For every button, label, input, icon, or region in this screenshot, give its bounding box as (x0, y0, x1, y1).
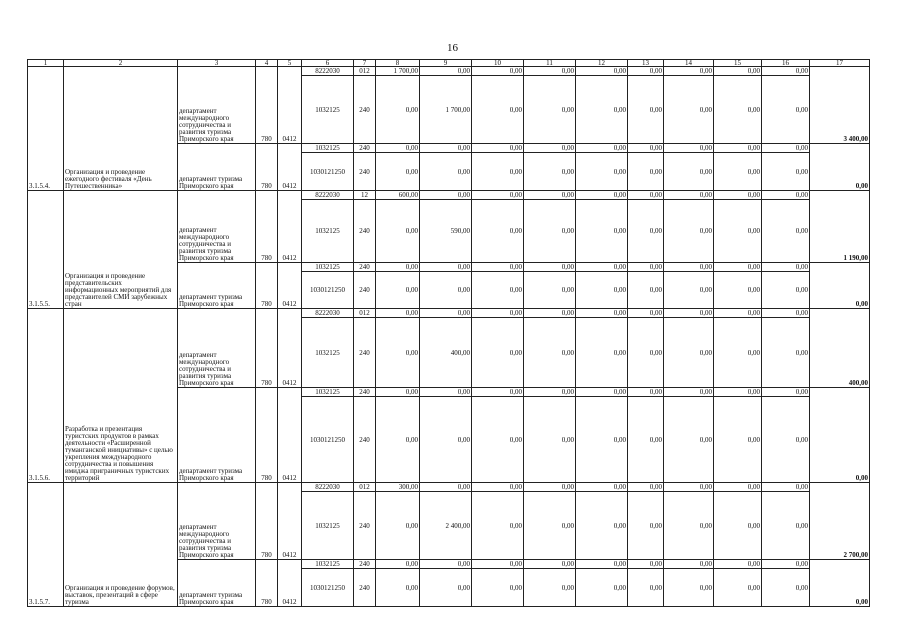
value-cell: 0,00 (576, 318, 628, 388)
code-col4: 780 (256, 67, 278, 144)
value-cell: 0,00 (376, 200, 420, 263)
item-number: 3.1.5.7. (28, 483, 64, 607)
value-cell: 0,00 (420, 153, 472, 191)
code-col7: 240 (354, 200, 376, 263)
code-col5: 0412 (278, 483, 302, 560)
page-number: 16 (447, 42, 458, 54)
value-cell: 0,00 (628, 318, 664, 388)
column-header-10: 10 (472, 60, 524, 67)
value-cell: 0,00 (762, 76, 810, 144)
value-cell: 0,00 (472, 569, 524, 607)
value-cell: 0,00 (524, 309, 576, 318)
value-cell: 0,00 (376, 263, 420, 272)
value-cell: 0,00 (714, 388, 762, 397)
responsible-org: департамент международного сотрудничества и развития туризма Приморского края (178, 483, 256, 560)
value-cell: 0,00 (714, 492, 762, 560)
column-header-12: 12 (576, 60, 628, 67)
value-cell: 0,00 (472, 318, 524, 388)
code-col5: 0412 (278, 144, 302, 191)
total-cell: 0,00 (810, 144, 870, 191)
code-col4: 780 (256, 144, 278, 191)
code-col7: 240 (354, 560, 376, 569)
column-header-15: 15 (714, 60, 762, 67)
value-cell: 0,00 (376, 309, 420, 318)
value-cell: 0,00 (524, 272, 576, 309)
value-cell: 0,00 (628, 200, 664, 263)
value-cell: 0,00 (762, 200, 810, 263)
value-cell: 0,00 (762, 153, 810, 191)
value-cell: 300,00 (376, 483, 420, 492)
value-cell: 0,00 (420, 569, 472, 607)
value-cell: 0,00 (472, 67, 524, 76)
code-col6: 1032125 (302, 560, 354, 569)
value-cell: 0,00 (714, 67, 762, 76)
code-col4: 780 (256, 309, 278, 388)
value-cell: 590,00 (420, 200, 472, 263)
value-cell: 0,00 (664, 309, 714, 318)
value-cell: 0,00 (420, 263, 472, 272)
code-col6: 1030121250 (302, 153, 354, 191)
value-cell: 0,00 (628, 67, 664, 76)
code-col6: 1032125 (302, 492, 354, 560)
value-cell: 0,00 (762, 483, 810, 492)
code-col7: 240 (354, 397, 376, 483)
code-col4: 780 (256, 560, 278, 607)
code-col7: 240 (354, 388, 376, 397)
value-cell: 0,00 (472, 492, 524, 560)
value-cell: 0,00 (576, 483, 628, 492)
value-cell: 0,00 (664, 397, 714, 483)
responsible-org: департамент туризма Приморского края (178, 263, 256, 309)
value-cell: 0,00 (524, 76, 576, 144)
table-row (28, 483, 870, 492)
value-cell: 0,00 (524, 144, 576, 153)
value-cell: 0,00 (472, 560, 524, 569)
value-cell: 0,00 (472, 388, 524, 397)
code-col5: 0412 (278, 263, 302, 309)
column-header-4: 4 (256, 60, 278, 67)
value-cell: 0,00 (472, 483, 524, 492)
code-col7: 012 (354, 483, 376, 492)
value-cell: 0,00 (762, 67, 810, 76)
column-header-9: 9 (420, 60, 472, 67)
value-cell: 0,00 (376, 272, 420, 309)
value-cell: 0,00 (762, 191, 810, 200)
value-cell: 0,00 (472, 191, 524, 200)
value-cell: 0,00 (576, 309, 628, 318)
code-col7: 012 (354, 309, 376, 318)
value-cell: 0,00 (762, 492, 810, 560)
total-cell: 3 400,00 (810, 67, 870, 144)
table-row (28, 67, 870, 76)
value-cell: 0,00 (420, 144, 472, 153)
column-header-8: 8 (376, 60, 420, 67)
value-cell: 0,00 (762, 263, 810, 272)
code-col5: 0412 (278, 67, 302, 144)
value-cell: 0,00 (524, 263, 576, 272)
value-cell: 0,00 (376, 569, 420, 607)
total-cell: 0,00 (810, 388, 870, 483)
value-cell: 0,00 (664, 263, 714, 272)
value-cell: 0,00 (628, 483, 664, 492)
code-col7: 240 (354, 272, 376, 309)
value-cell: 0,00 (472, 272, 524, 309)
value-cell: 0,00 (376, 318, 420, 388)
value-cell: 0,00 (714, 144, 762, 153)
code-col5: 0412 (278, 560, 302, 607)
value-cell: 0,00 (576, 191, 628, 200)
value-cell: 0,00 (376, 153, 420, 191)
value-cell: 0,00 (472, 263, 524, 272)
code-col6: 1030121250 (302, 272, 354, 309)
value-cell: 0,00 (524, 67, 576, 76)
value-cell: 0,00 (628, 76, 664, 144)
value-cell: 0,00 (524, 569, 576, 607)
code-col7: 012 (354, 67, 376, 76)
value-cell: 0,00 (524, 318, 576, 388)
value-cell: 0,00 (714, 191, 762, 200)
value-cell: 0,00 (420, 309, 472, 318)
value-cell: 0,00 (376, 560, 420, 569)
value-cell: 0,00 (376, 397, 420, 483)
value-cell: 0,00 (576, 560, 628, 569)
column-header-17: 17 (810, 60, 870, 67)
total-cell: 0,00 (810, 560, 870, 607)
value-cell: 0,00 (714, 397, 762, 483)
value-cell: 0,00 (762, 569, 810, 607)
value-cell: 0,00 (524, 483, 576, 492)
value-cell: 0,00 (628, 263, 664, 272)
value-cell: 0,00 (714, 309, 762, 318)
code-col6: 1032125 (302, 388, 354, 397)
value-cell: 0,00 (576, 492, 628, 560)
value-cell: 0,00 (664, 569, 714, 607)
value-cell: 0,00 (576, 153, 628, 191)
value-cell: 0,00 (664, 76, 714, 144)
value-cell: 0,00 (628, 309, 664, 318)
value-cell: 0,00 (714, 569, 762, 607)
value-cell: 0,00 (524, 200, 576, 263)
value-cell: 0,00 (628, 191, 664, 200)
value-cell: 0,00 (714, 76, 762, 144)
item-number: 3.1.5.6. (28, 309, 64, 483)
value-cell: 1 700,00 (376, 67, 420, 76)
value-cell: 0,00 (576, 76, 628, 144)
value-cell: 0,00 (714, 263, 762, 272)
responsible-org: департамент туризма Приморского края (178, 388, 256, 483)
value-cell: 0,00 (376, 144, 420, 153)
value-cell: 0,00 (576, 397, 628, 483)
value-cell: 0,00 (576, 569, 628, 607)
code-col7: 240 (354, 318, 376, 388)
code-col6: 1032125 (302, 144, 354, 153)
code-col6: 1032125 (302, 76, 354, 144)
value-cell: 0,00 (524, 397, 576, 483)
code-col6: 1030121250 (302, 397, 354, 483)
total-cell: 400,00 (810, 309, 870, 388)
value-cell: 0,00 (376, 388, 420, 397)
value-cell: 0,00 (714, 200, 762, 263)
responsible-org: департамент туризма Приморского края (178, 144, 256, 191)
value-cell: 0,00 (664, 483, 714, 492)
column-header-5: 5 (278, 60, 302, 67)
value-cell: 0,00 (628, 153, 664, 191)
item-name: Разработка и презентация туристских продуктов в рамках деятельности «Расширенной туманганской инициативы» с целью укрепления международного сотрудничества и повышения имиджа приграничных туристских территорий (64, 309, 178, 483)
value-cell: 0,00 (664, 67, 714, 76)
value-cell: 0,00 (420, 272, 472, 309)
value-cell: 0,00 (628, 388, 664, 397)
value-cell: 0,00 (664, 560, 714, 569)
value-cell: 0,00 (524, 560, 576, 569)
value-cell: 0,00 (524, 191, 576, 200)
value-cell: 0,00 (576, 144, 628, 153)
column-header-6: 6 (302, 60, 354, 67)
value-cell: 0,00 (664, 388, 714, 397)
value-cell: 0,00 (664, 191, 714, 200)
code-col6: 1032125 (302, 200, 354, 263)
code-col6: 1032125 (302, 263, 354, 272)
code-col6: 8222030 (302, 309, 354, 318)
value-cell: 0,00 (376, 492, 420, 560)
table-row (28, 191, 870, 200)
value-cell: 0,00 (524, 492, 576, 560)
value-cell: 0,00 (664, 318, 714, 388)
value-cell: 600,00 (376, 191, 420, 200)
value-cell: 0,00 (628, 569, 664, 607)
value-cell: 0,00 (524, 388, 576, 397)
column-header-14: 14 (664, 60, 714, 67)
code-col5: 0412 (278, 388, 302, 483)
value-cell: 0,00 (420, 560, 472, 569)
value-cell: 0,00 (420, 67, 472, 76)
total-cell: 1 190,00 (810, 191, 870, 263)
value-cell: 0,00 (664, 153, 714, 191)
value-cell: 0,00 (472, 144, 524, 153)
value-cell: 0,00 (762, 144, 810, 153)
value-cell: 0,00 (628, 560, 664, 569)
responsible-org: департамент международного сотрудничества и развития туризма Приморского края (178, 67, 256, 144)
value-cell: 0,00 (576, 200, 628, 263)
code-col7: 240 (354, 492, 376, 560)
value-cell: 0,00 (576, 272, 628, 309)
code-col5: 0412 (278, 309, 302, 388)
code-col6: 1032125 (302, 318, 354, 388)
item-name: Организация и проведение ежегодного фестиваля «День Путешественника» (64, 67, 178, 191)
table-header-row (28, 60, 870, 67)
code-col6: 8222030 (302, 67, 354, 76)
code-col4: 780 (256, 483, 278, 560)
code-col7: 240 (354, 144, 376, 153)
code-col4: 780 (256, 191, 278, 263)
responsible-org: департамент международного сотрудничества и развития туризма Приморского края (178, 309, 256, 388)
value-cell: 0,00 (420, 483, 472, 492)
value-cell: 0,00 (576, 67, 628, 76)
code-col7: 240 (354, 569, 376, 607)
value-cell: 0,00 (664, 144, 714, 153)
value-cell: 0,00 (762, 318, 810, 388)
value-cell: 0,00 (420, 388, 472, 397)
item-name: Организация и проведение представительских информационных мероприятий для представителей СМИ зарубежных стран (64, 191, 178, 309)
value-cell: 1 700,00 (420, 76, 472, 144)
value-cell: 0,00 (664, 200, 714, 263)
value-cell: 0,00 (762, 397, 810, 483)
value-cell: 2 400,00 (420, 492, 472, 560)
value-cell: 0,00 (762, 560, 810, 569)
value-cell: 0,00 (714, 318, 762, 388)
total-cell: 2 700,00 (810, 483, 870, 560)
value-cell: 0,00 (762, 388, 810, 397)
value-cell: 0,00 (714, 272, 762, 309)
total-cell: 0,00 (810, 263, 870, 309)
code-col7: 240 (354, 76, 376, 144)
code-col7: 240 (354, 263, 376, 272)
code-col7: 12 (354, 191, 376, 200)
responsible-org: департамент туризма Приморского края (178, 560, 256, 607)
item-number: 3.1.5.4. (28, 67, 64, 191)
value-cell: 0,00 (714, 483, 762, 492)
value-cell: 0,00 (714, 153, 762, 191)
item-number: 3.1.5.5. (28, 191, 64, 309)
code-col6: 8222030 (302, 191, 354, 200)
column-header-13: 13 (628, 60, 664, 67)
value-cell: 0,00 (472, 200, 524, 263)
code-col4: 780 (256, 388, 278, 483)
value-cell: 0,00 (762, 309, 810, 318)
value-cell: 0,00 (576, 263, 628, 272)
column-header-1: 1 (28, 60, 64, 67)
value-cell: 0,00 (714, 560, 762, 569)
value-cell: 0,00 (376, 76, 420, 144)
code-col5: 0412 (278, 191, 302, 263)
code-col7: 240 (354, 153, 376, 191)
value-cell: 0,00 (524, 153, 576, 191)
code-col6: 8222030 (302, 483, 354, 492)
value-cell: 0,00 (472, 153, 524, 191)
value-cell: 0,00 (576, 388, 628, 397)
value-cell: 0,00 (628, 492, 664, 560)
value-cell: 0,00 (628, 397, 664, 483)
value-cell: 0,00 (472, 76, 524, 144)
value-cell: 0,00 (628, 272, 664, 309)
code-col6: 1030121250 (302, 569, 354, 607)
code-col4: 780 (256, 263, 278, 309)
value-cell: 0,00 (664, 492, 714, 560)
value-cell: 0,00 (420, 397, 472, 483)
value-cell: 0,00 (420, 191, 472, 200)
value-cell: 0,00 (628, 144, 664, 153)
column-header-16: 16 (762, 60, 810, 67)
value-cell: 0,00 (664, 272, 714, 309)
value-cell: 0,00 (472, 397, 524, 483)
value-cell: 0,00 (472, 309, 524, 318)
value-cell: 400,00 (420, 318, 472, 388)
budget-table (27, 59, 870, 607)
value-cell: 0,00 (762, 272, 810, 309)
table-row (28, 309, 870, 318)
responsible-org: департамент международного сотрудничества и развития туризма Приморского края (178, 191, 256, 263)
column-header-7: 7 (354, 60, 376, 67)
column-header-11: 11 (524, 60, 576, 67)
column-header-2: 2 (64, 60, 178, 67)
column-header-3: 3 (178, 60, 256, 67)
item-name: Организация и проведение форумов, выставок, презентаций в сфере туризма (64, 483, 178, 607)
